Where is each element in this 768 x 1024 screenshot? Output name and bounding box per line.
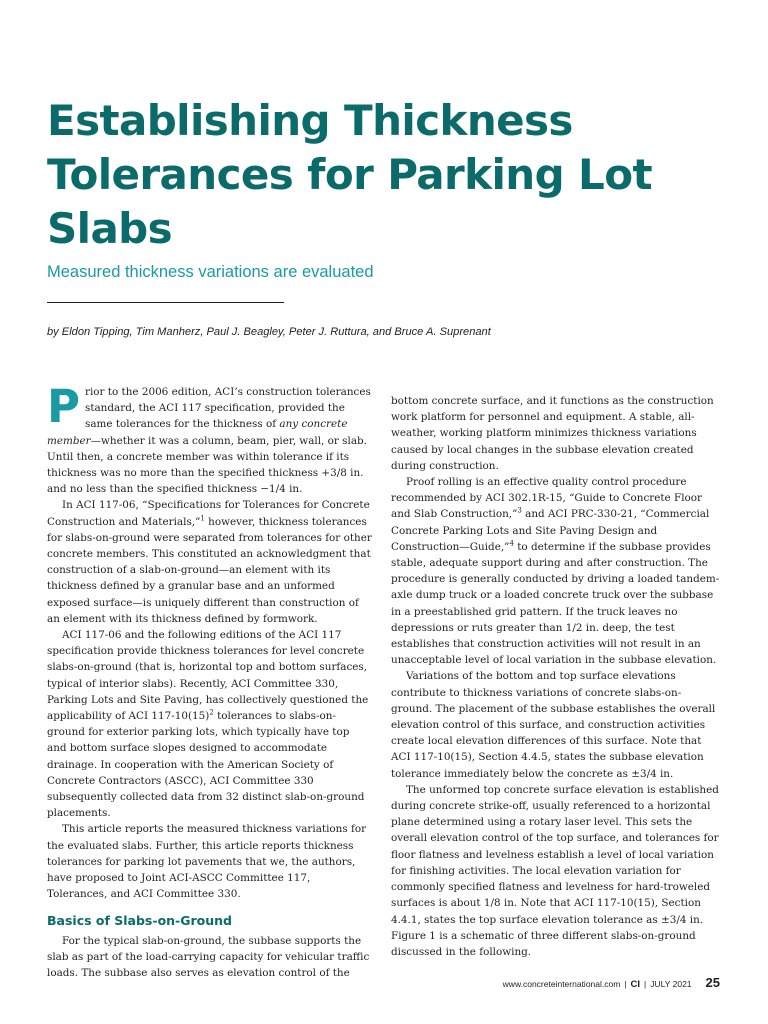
- article-title: Establishing Thickness Tolerances for Parking Lot Slabs: [47, 96, 652, 253]
- title-divider: [47, 302, 284, 303]
- byline: by Eldon Tipping, Tim Manherz, Paul J. Beagley, Peter J. Ruttura, and Bruce A. Suprenant: [47, 326, 491, 338]
- paragraph-2-text-a: In ACI 117-06, “Specifications for Tolerances for Concrete Construction and Materials,”: [47, 499, 370, 528]
- paragraph-8: Variations of the bottom and top surface elevations contribute to thickness variations of concrete slabs-on-ground. The placement of the subbase establishes the overall elevation control of this surface, and construction activities create local elevation differences of this surface. Note that ACI 117-10(15), Section 4.4.5, states the subbase elevation tolerance immediately below the concrete as ±3/4 in.: [391, 670, 716, 780]
- section-heading: Basics of Slabs-on-Ground: [47, 912, 232, 928]
- reference-3: 3: [517, 506, 522, 515]
- paragraph-1-text-a: rior to the 2006 edition, ACI’s construction tolerances standard, the ACI 117 specification, provided the same tolerances for the thickness of: [84, 386, 371, 431]
- paragraph-5: For the typical slab-on-ground, the subbase supports the slab as part of the load-carrying capacity for vehicular traffic loads. The subbase also serves as elevation control of the: [47, 934, 370, 979]
- footer-separator: |: [644, 979, 647, 989]
- paragraph-7-text-c: to determine if the subbase provides stable, adequate support during and after construction. The procedure is generally conducted by driving a loaded tandem-axle dump truck or a loaded concrete truck over the subbase in a preestablished grid pattern. If the truck leaves no depressions or ruts greater than 1/2 in. deep, the test establishes that construction activities will not result in an unacceptable level of local variation in the subbase elevation.: [391, 540, 720, 667]
- reference-2: 2: [209, 708, 214, 717]
- paragraph-2-text-b: however, thickness tolerances for slabs-on-ground were separated from tolerances for other concrete members. This constituted an acknowledgment that construction of a slab-on-ground—an element with its thickness defined by a granular base and an unformed exposed surface—is uniquely different than construction of an element with its thickness defined by formwork.: [47, 515, 372, 625]
- footer-separator: |: [624, 979, 627, 989]
- paragraph-9: The unformed top concrete surface elevation is established during concrete strike-off, usually referenced to a horizontal plane determined using a rotary laser level. This sets the overall elevation control of the top surface, and tolerances for floor flatness and levelness establish a level of local variation for finishing activities. The local elevation variation for commonly specified flatness and levelness for hard-troweled surfaces is about 1/8 in. Note that ACI 117-10(15), Section 4.4.1, states the top surface elevation tolerance as ±3/4 in. Figure 1 is a schematic of three different slabs-on-ground discussed in the following.: [391, 783, 719, 958]
- paragraph-3: [47, 627, 372, 821]
- paragraph-6: bottom concrete surface, and it functions as the construction work platform for personnel and equipment. A stable, all-weather, working platform minimizes thickness variations caused by local changes in the subbase elevation created during construction.: [391, 395, 714, 472]
- paragraph-7-text-b: and ACI PRC-330-21, “Commercial Concrete Parking Lots and Site Paving Design and Construction—Guide,”: [391, 508, 710, 553]
- paragraph-1-text-b: —whether it was a column, beam, pier, wall, or slab. Until then, a concrete member was within tolerance if its thickness was no more than the specified thickness +3/8 in. and no less than the specified thickness −1/4 in.: [47, 434, 367, 496]
- page-footer: [503, 975, 720, 990]
- paragraph-2: [47, 497, 372, 627]
- paragraph-3-text-a: ACI 117-06 and the following editions of the ACI 117 specification provide thickness tolerances for level concrete slabs-on-ground (that is, horizontal top and bottom surfaces, typical of interior slabs). Recently, ACI Committee 330, Parking Lots and Site Paving, has collectively questioned the applicability of ACI 117-10(15): [47, 629, 369, 723]
- page-number: 25: [705, 975, 720, 990]
- footer-issue: JULY 2021: [650, 979, 692, 989]
- reference-1: 1: [200, 514, 205, 523]
- paragraph-1: [47, 380, 372, 497]
- paragraph-7-text-a: Proof rolling is an effective quality control procedure recommended by ACI 302.1R-15, “Guide to Concrete Floor and Slab Construction,”: [391, 476, 703, 521]
- footer-website: www.concreteinternational.com: [502, 979, 621, 989]
- paragraph-1-emphasis: any concrete member: [47, 418, 348, 447]
- drop-cap: P: [47, 380, 80, 433]
- article-subtitle: Measured thickness variations are evaluated: [47, 263, 374, 281]
- body-column-left: [47, 380, 372, 981]
- body-column-right: [391, 393, 720, 960]
- paragraph-7: [391, 474, 720, 668]
- footer-magazine: CI: [630, 979, 641, 990]
- reference-4: 4: [509, 539, 514, 548]
- paragraph-3-text-b: tolerances to slabs-on-ground for exterior parking lots, which typically have top and bottom surface slopes designed to accommodate drainage. In cooperation with the American Society of Concrete Contractors (ASCC), ACI Committee 330 subsequently collected data from 32 distinct slab-on-ground placements.: [47, 710, 365, 820]
- paragraph-4: This article reports the measured thickness variations for the evaluated slabs. Further, this article reports thickness tolerances for parking lot pavements that we, the authors, have proposed to Joint ACI-ASCC Committee 117, Tolerances, and ACI Committee 330.: [47, 823, 367, 901]
